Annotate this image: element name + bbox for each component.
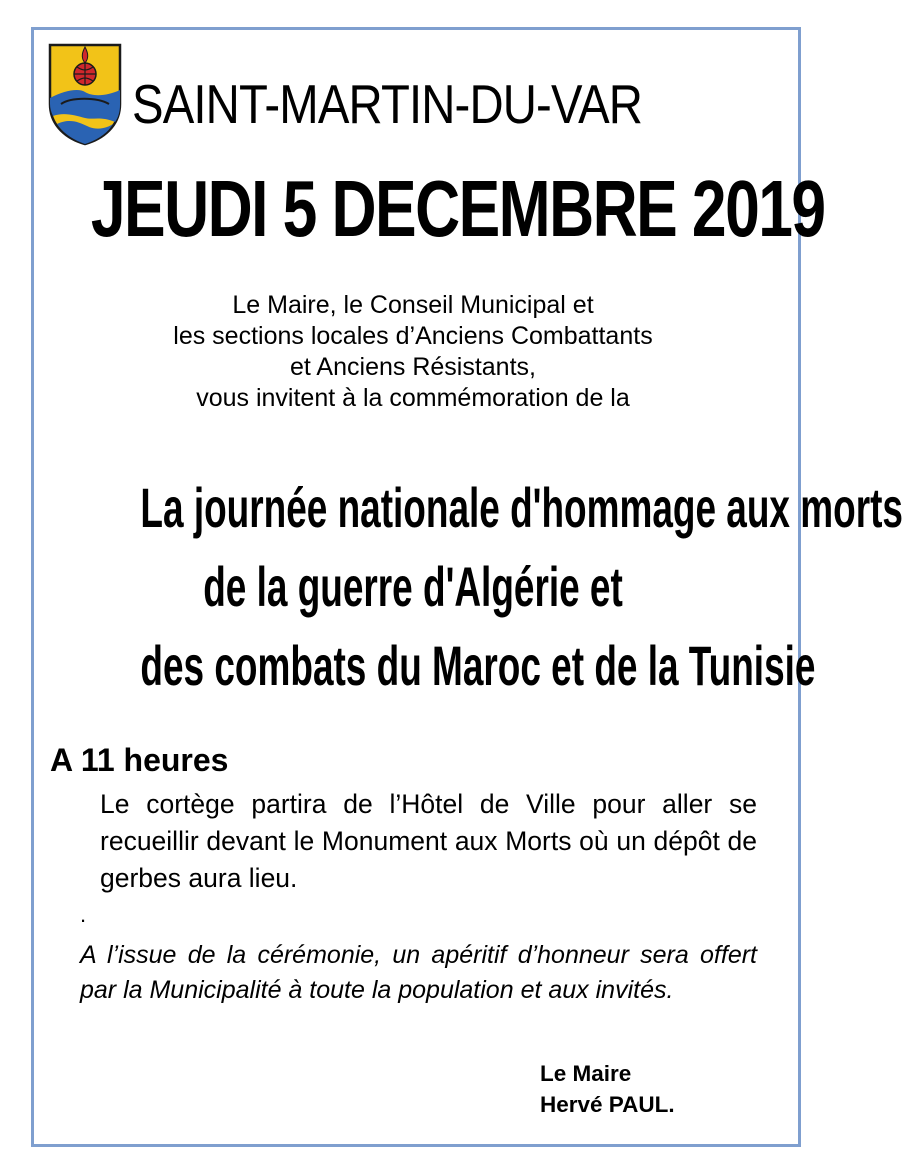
signature-title: Le Maire	[540, 1061, 632, 1086]
invitation-line: et Anciens Résistants,	[290, 353, 536, 381]
coat-of-arms-icon	[47, 42, 123, 146]
event-time: A 11 heures	[50, 742, 229, 778]
town-name: SAINT-MARTIN-DU-VAR	[132, 73, 643, 135]
title-line: La journée nationale d'hommage aux morts	[140, 476, 903, 539]
separator-dot: .	[80, 902, 87, 927]
title-line: des combats du Maroc et de la Tunisie	[140, 634, 816, 697]
invitation-line: les sections locales d’Anciens Combattants	[173, 322, 653, 350]
invitation-text	[0, 290, 826, 414]
invitation-line: vous invitent à la commémoration de la	[196, 384, 630, 412]
signature-name: Hervé PAUL.	[540, 1092, 675, 1117]
title-line: de la guerre d'Algérie et	[203, 555, 623, 618]
event-date: JEUDI 5 DECEMBRE 2019	[90, 164, 825, 253]
signature-block	[540, 1058, 675, 1120]
invitation-line: Le Maire, le Conseil Municipal et	[232, 291, 594, 319]
reception-text: A l’issue de la cérémonie, un apéritif d’honneur sera offert par la Municipalité à toute la population et aux invités.	[80, 941, 757, 1004]
commemoration-title	[0, 468, 903, 705]
procession-description: Le cortège partira de l’Hôtel de Ville pour aller se recueillir devant le Monument aux Morts où un dépôt de gerbes aura lieu.	[100, 789, 757, 893]
